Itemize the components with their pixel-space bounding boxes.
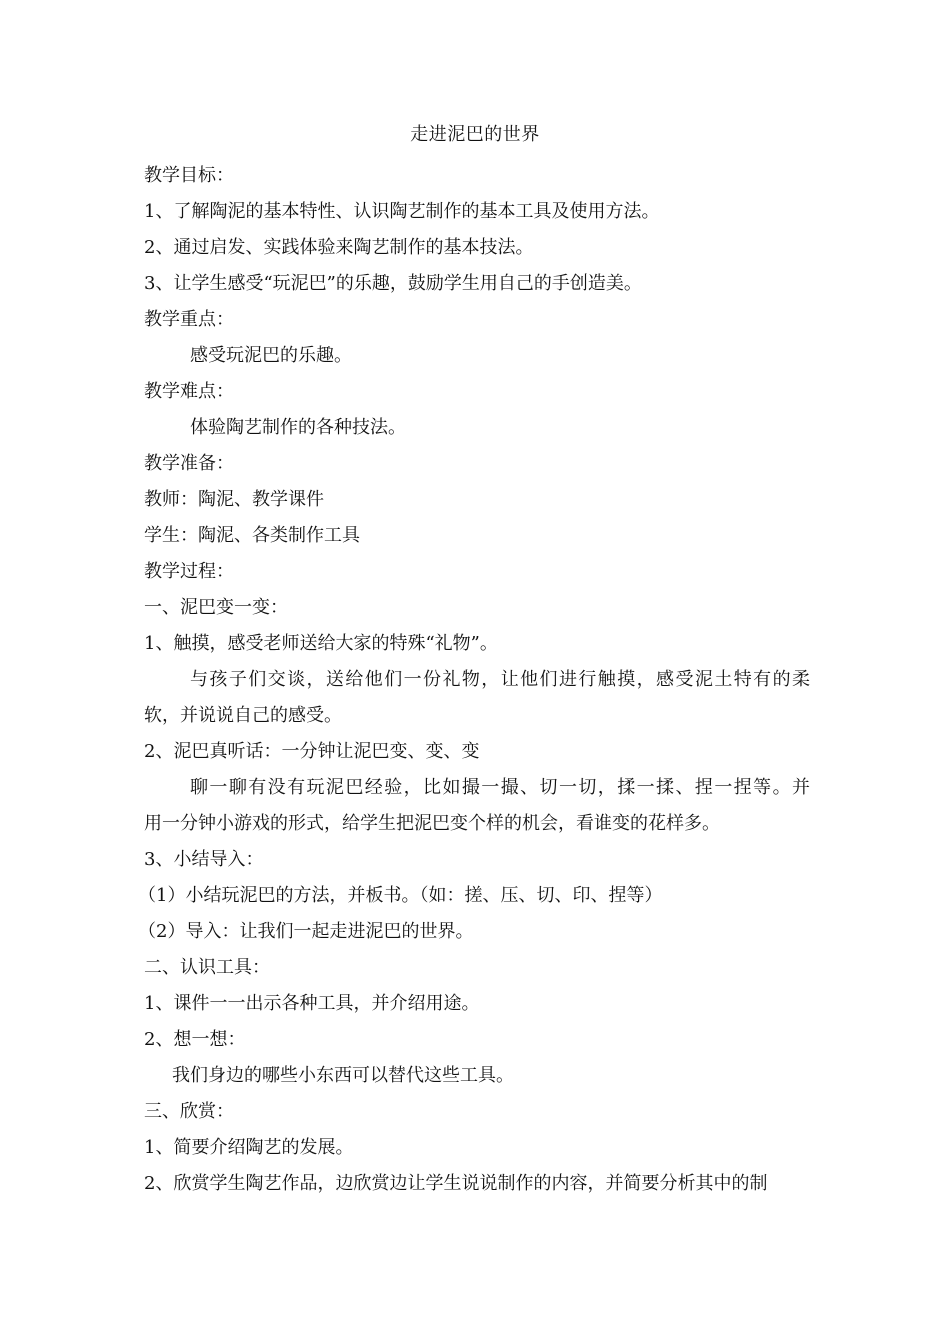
process-part-2-note: 我们身边的哪些小东西可以替代这些工具。	[172, 1065, 514, 1086]
section-heading-process: 教学过程：	[144, 561, 234, 582]
process-part-1-step-2: 2、泥巴真听话：一分钟让泥巴变、变、变	[144, 741, 480, 762]
paragraph-line: 软，并说说自己的感受。	[144, 705, 342, 726]
summary-item-2: （2）导入：让我们一起走进泥巴的世界。	[138, 921, 474, 942]
key-point-text: 感受玩泥巴的乐趣。	[190, 345, 352, 366]
preparation-teacher: 教师：陶泥、教学课件	[144, 489, 324, 510]
document-body	[138, 158, 810, 1202]
process-part-3-step-2: 2、欣赏学生陶艺作品，边欣赏边让学生说说制作的内容，并简要分析其中的制	[144, 1173, 768, 1194]
objective-item-3: 3、让学生感受“玩泥巴”的乐趣，鼓励学生用自己的手创造美。	[144, 273, 642, 294]
process-part-1-step-1: 1、触摸，感受老师送给大家的特殊“礼物”。	[144, 633, 498, 654]
process-part-1-heading: 一、泥巴变一变：	[144, 597, 288, 618]
paragraph-line: 聊一聊有没有玩泥巴经验，比如撮一撮、切一切，揉一揉、捏一捏等。并	[190, 777, 810, 798]
process-part-3-heading: 三、欣赏：	[144, 1101, 234, 1122]
process-part-2-step-1: 1、课件一一出示各种工具，并介绍用途。	[144, 993, 480, 1014]
summary-item-1: （1）小结玩泥巴的方法，并板书。（如：搓、压、切、印、捏等）	[138, 885, 663, 906]
section-heading-key-point: 教学重点：	[144, 309, 234, 330]
difficulty-text: 体验陶艺制作的各种技法。	[190, 417, 406, 438]
section-heading-difficulty: 教学难点：	[144, 381, 234, 402]
process-part-1-step-3: 3、小结导入：	[144, 849, 264, 870]
objective-item-2: 2、通过启发、实践体验来陶艺制作的基本技法。	[144, 237, 534, 258]
process-part-3-step-1: 1、简要介绍陶艺的发展。	[144, 1137, 354, 1158]
document-title: 走进泥巴的世界	[410, 124, 540, 145]
process-part-2-heading: 二、认识工具：	[144, 957, 270, 978]
paragraph-line: 与孩子们交谈，送给他们一份礼物，让他们进行触摸，感受泥土特有的柔	[190, 669, 810, 690]
objective-item-1: 1、了解陶泥的基本特性、认识陶艺制作的基本工具及使用方法。	[144, 201, 660, 222]
paragraph-line: 用一分钟小游戏的形式，给学生把泥巴变个样的机会，看谁变的花样多。	[144, 813, 720, 834]
section-heading-objectives: 教学目标：	[144, 165, 234, 186]
process-part-2-step-2: 2、想一想：	[144, 1029, 246, 1050]
section-heading-preparation: 教学准备：	[144, 453, 234, 474]
preparation-student: 学生：陶泥、各类制作工具	[144, 525, 360, 546]
